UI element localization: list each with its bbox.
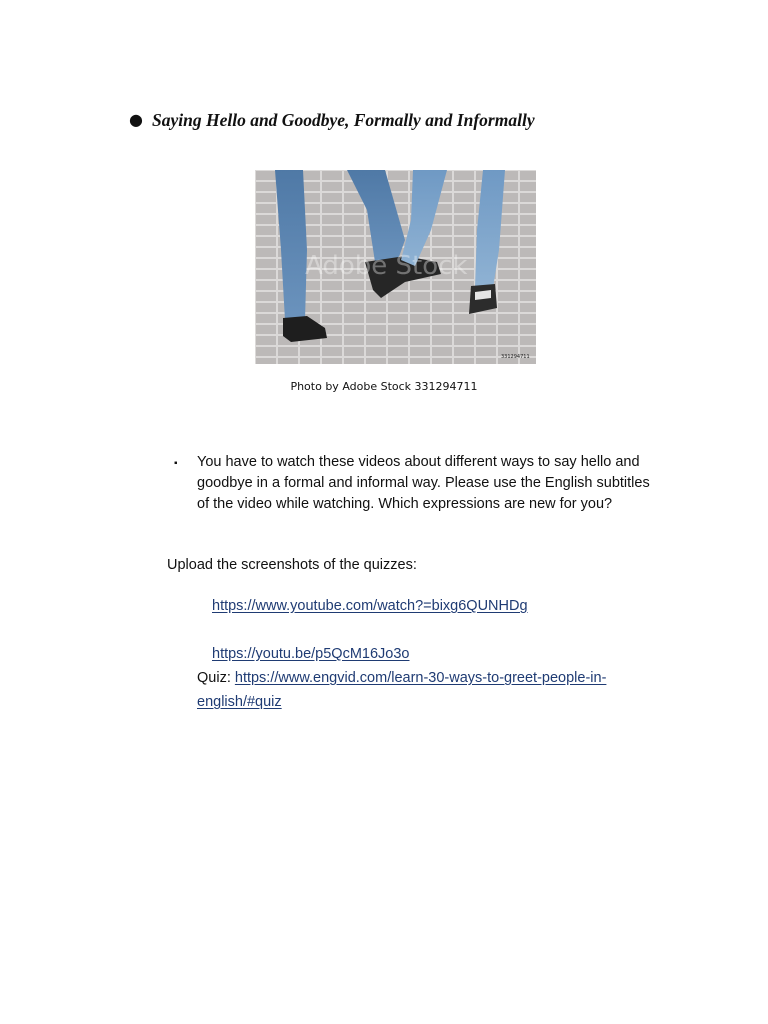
photo-watermark: Adobe Stock: [305, 251, 468, 281]
youtube-video-link[interactable]: https://www.youtube.com/watch?=bixg6QUNHDg: [212, 598, 528, 614]
task-bullet: ▪: [174, 458, 178, 469]
photo-caption: Photo by Adobe Stock 331294711: [290, 380, 478, 393]
quiz-label: Quiz:: [197, 670, 235, 686]
engvid-quiz-link[interactable]: https://www.engvid.com/learn-30-ways-to-greet-people-in-english/#quiz: [197, 670, 607, 710]
task-instructions: You have to watch these videos about different ways to say hello and goodbye in a formal and informal way. Please use the English subtitles of the video while watching. Which expressions are new for you?: [197, 454, 650, 512]
photo-illustration: [255, 170, 536, 364]
youtu-be-video-link[interactable]: https://youtu.be/p5QcM16Jo3o: [212, 646, 410, 662]
section-heading: Saying Hello and Goodbye, Formally and Informally: [152, 110, 535, 130]
heading-bullet: ●: [129, 110, 143, 129]
photo-sneakers: [255, 170, 536, 364]
quiz-line: [197, 666, 667, 714]
upload-instruction: Upload the screenshots of the quizzes:: [167, 557, 417, 573]
photo-stock-id: 331294711: [501, 354, 530, 360]
